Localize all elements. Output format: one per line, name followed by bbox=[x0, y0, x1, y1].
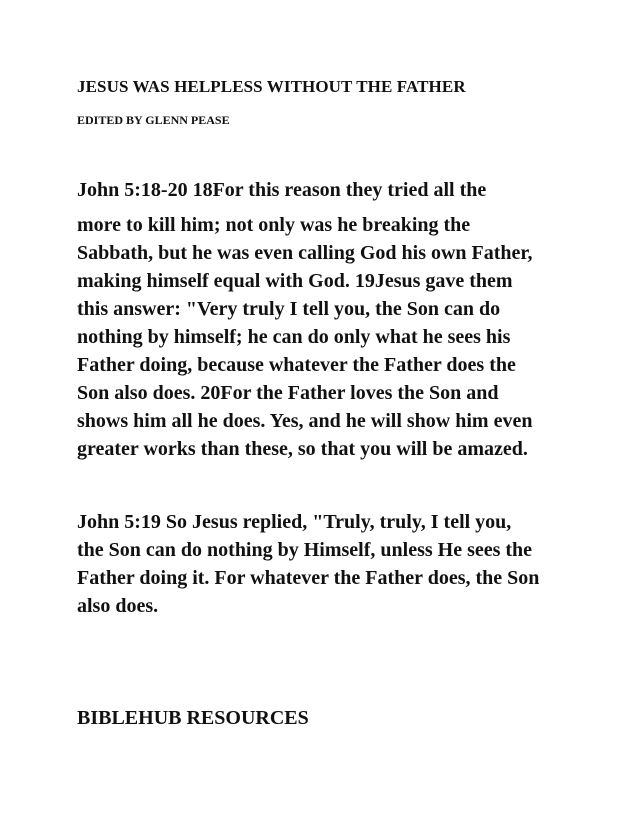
passage-line: nothing by himself; he can do only what he sees his bbox=[77, 326, 511, 348]
byline: EDITED BY GLENN PEASE bbox=[77, 113, 230, 127]
document-title: JESUS WAS HELPLESS WITHOUT THE FATHER bbox=[77, 77, 466, 96]
passage-line: John 5:18-20 18For this reason they tried all the bbox=[77, 179, 487, 201]
passage-line: this answer: "Very truly I tell you, the Son can do bbox=[77, 298, 501, 320]
passage-line: more to kill him; not only was he breaking the bbox=[77, 214, 471, 236]
passage-line: greater works than these, so that you will be amazed. bbox=[77, 438, 528, 460]
section-heading-biblehub-resources: BIBLEHUB RESOURCES bbox=[77, 707, 309, 729]
scripture-passage-john-5-19 bbox=[77, 508, 577, 620]
passage-line: the Son can do nothing by Himself, unless He sees the bbox=[77, 539, 533, 561]
passage-line: Father doing it. For whatever the Father does, the Son bbox=[77, 567, 540, 589]
passage-line: also does. bbox=[77, 595, 159, 617]
passage-line: Sabbath, but he was even calling God his own Father, bbox=[77, 242, 533, 264]
scripture-passage-john-5-18-20 bbox=[77, 176, 577, 463]
passage-line: Son also does. 20For the Father loves the Son and bbox=[77, 382, 499, 404]
passage-line: Father doing, because whatever the Father does the bbox=[77, 354, 516, 376]
passage-line: John 5:19 So Jesus replied, "Truly, truly, I tell you, bbox=[77, 511, 512, 533]
passage-line: making himself equal with God. 19Jesus gave them bbox=[77, 270, 513, 292]
passage-line: shows him all he does. Yes, and he will show him even bbox=[77, 410, 533, 432]
